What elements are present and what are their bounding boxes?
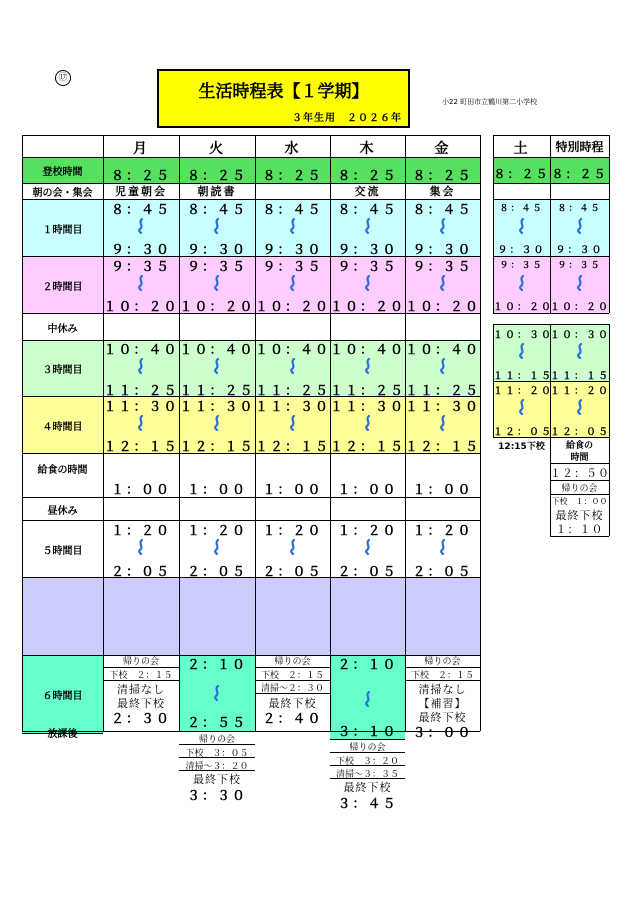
p1-start: ８：４５	[412, 203, 473, 218]
row-p5-bg	[22, 577, 480, 655]
p5-end: ２：０５	[337, 565, 398, 580]
p3-end: １１：２５	[179, 384, 255, 399]
p1-end: ９：３０	[186, 243, 247, 258]
grid-line-v	[255, 135, 256, 731]
p3-start: １０：４０	[103, 343, 179, 358]
lunch-end: １：００	[262, 483, 323, 498]
sat-p2-end: １０：２０	[493, 302, 553, 313]
grid-line-v	[480, 135, 481, 731]
p4-end: １２：１５	[330, 440, 406, 455]
p4-start: １１：３０	[405, 400, 481, 415]
tue-saishu-time: ３：３０	[186, 789, 247, 804]
row-label-arrival: 登校時間	[42, 167, 83, 178]
tue-seisou: 清掃〜３：２０	[185, 762, 249, 772]
tilde-icon	[439, 218, 447, 234]
p1-start: ８：４５	[186, 203, 247, 218]
page-number: ⑰	[55, 70, 71, 86]
mon-saishu-time: ２：３０	[110, 712, 171, 727]
grid-line-h	[255, 693, 330, 694]
p4-end: １２：１５	[405, 440, 481, 455]
grid-line-h	[22, 135, 480, 136]
tilde-icon	[518, 275, 526, 291]
row-label-assembly: 朝の会・集会	[32, 188, 93, 199]
p3-start: １０：４０	[255, 343, 331, 358]
special-lunch-end: １２：５０	[550, 467, 610, 480]
row-label-p2: ２時間目	[42, 281, 83, 293]
wed-gekou: 下校 ２：１５	[260, 671, 324, 681]
grid-line-h	[179, 744, 255, 745]
tilde-icon	[137, 358, 145, 374]
tilde-icon	[289, 539, 297, 555]
p2-end: １０：２０	[103, 300, 179, 315]
thu-saishu: 最終下校	[343, 781, 392, 794]
p2-end: １０：２０	[255, 300, 331, 315]
tilde-icon	[364, 218, 372, 234]
p5-end: ２：０５	[262, 565, 323, 580]
p2-start: ９：３５	[262, 260, 323, 275]
row-label-lunch: 給食の時間	[37, 465, 88, 476]
lunch-end: １：００	[110, 483, 171, 498]
tilde-icon	[289, 275, 297, 291]
arrival-time: ８：２５	[412, 169, 473, 184]
fri-hoshu: 【補習】	[418, 697, 467, 710]
thu-kaeri: 帰りの会	[349, 743, 386, 753]
p5-end: ２：０５	[186, 565, 247, 580]
sat-p4-end: １２：０５	[493, 427, 553, 438]
p3-end: １１：２５	[103, 384, 179, 399]
tilde-icon	[439, 275, 447, 291]
tilde-icon	[137, 275, 145, 291]
sat-p4-start: １１：２０	[493, 386, 553, 397]
grid-line-h	[179, 757, 255, 758]
p2-end: １０：２０	[405, 300, 481, 315]
tue-p6-end: ２：５５	[186, 716, 247, 731]
p5-end: ２：０５	[110, 565, 171, 580]
p3-start: １０：４０	[405, 343, 481, 358]
assembly-fri: 集会	[429, 185, 456, 198]
p5-start: １：２０	[262, 524, 323, 539]
tilde-icon	[364, 358, 372, 374]
tilde-icon	[213, 539, 221, 555]
tilde-icon	[576, 399, 584, 415]
school-name: 小22 町田市立鶴川第二小学校	[442, 98, 538, 106]
p4-end: １２：１５	[179, 440, 255, 455]
row-label-p3: ３時間目	[42, 365, 83, 376]
p2-start: ９：３５	[337, 260, 398, 275]
tilde-icon	[364, 691, 372, 707]
p5-start: １：２０	[186, 524, 247, 539]
tilde-icon	[213, 685, 221, 701]
tilde-icon	[576, 343, 584, 359]
grid-line-v	[609, 437, 610, 536]
tilde-icon	[576, 218, 584, 234]
p4-end: １２：１５	[103, 440, 179, 455]
header-day-fri: 金	[434, 141, 451, 157]
tue-kaeri: 帰りの会	[198, 735, 235, 745]
arrival-time: ８：２５	[337, 169, 398, 184]
special-p2-start: ９：３５	[557, 261, 602, 271]
p3-start: １０：４０	[179, 343, 255, 358]
mon-seisou: 清掃なし	[117, 683, 165, 696]
wed-saishu: 最終下校	[268, 697, 317, 710]
p2-start: ９：３５	[412, 260, 473, 275]
p4-start: １１：３０	[255, 400, 331, 415]
grid-line-v	[609, 135, 610, 313]
special-lunch-label: 給食の	[565, 441, 593, 451]
p2-end: １０：２０	[179, 300, 255, 315]
special-p4-end: １２：０５	[550, 427, 610, 438]
wed-seisou: 清掃〜２：３０	[260, 684, 324, 694]
thu-p6-start: ２：１０	[337, 658, 398, 673]
arrival-time: ８：２５	[262, 169, 323, 184]
special-saishu: 最終下校	[555, 509, 604, 522]
tilde-icon	[213, 358, 221, 374]
grid-line-v	[330, 135, 331, 731]
p3-end: １１：２５	[255, 384, 331, 399]
page-subtitle: ３年生用 ２０２６年	[292, 113, 402, 124]
grid-line-v	[550, 135, 551, 313]
header-day-wed: 水	[284, 141, 301, 157]
thu-gekou: 下校 ３：２０	[335, 757, 399, 767]
assembly-thu: 交流	[354, 185, 381, 198]
row-label-p6: ６時間目	[42, 691, 83, 702]
assembly-tue: 朝読書	[197, 185, 237, 198]
tilde-icon	[439, 539, 447, 555]
row-label-recess: 昼休み	[47, 505, 78, 517]
grid-line-h	[493, 199, 609, 200]
tilde-icon	[289, 218, 297, 234]
p1-start: ８：４５	[337, 203, 398, 218]
tilde-icon	[518, 399, 526, 415]
p1-start: ８：４５	[110, 203, 171, 218]
mon-saishu: 最終下校	[117, 697, 165, 710]
p1-end: ９：３０	[412, 243, 473, 258]
grid-line-h	[493, 324, 609, 325]
special-lunch-label-line2: 時間	[570, 453, 589, 463]
fri-seisou: 清掃なし	[418, 683, 467, 696]
assembly-mon: 児童朝会	[115, 185, 167, 198]
sat-dismissal: 12:15下校	[498, 442, 545, 452]
p2-start: ９：３５	[110, 260, 171, 275]
tilde-icon	[364, 539, 372, 555]
p5-end: ２：０５	[412, 565, 473, 580]
tilde-icon	[439, 358, 447, 374]
title-box	[157, 69, 410, 128]
tue-gekou: 下校 ３：０５	[185, 749, 249, 759]
grid-line-h	[550, 463, 609, 464]
grid-line-v	[405, 135, 406, 731]
sat-p1-start: ８：４５	[499, 204, 544, 214]
special-arrival: ８：２５	[551, 167, 608, 181]
p1-end: ９：３０	[262, 243, 323, 258]
grid-line-v	[103, 135, 104, 731]
p4-start: １１：３０	[103, 400, 179, 415]
header-special: 特別時程	[555, 140, 604, 154]
lunch-end: １：００	[337, 483, 398, 498]
header-day-thu: 木	[359, 141, 376, 157]
header-sat: 土	[513, 141, 530, 157]
tilde-icon	[439, 415, 447, 431]
wed-saishu-time: ２：４０	[262, 712, 323, 727]
fri-saishu: 最終下校	[418, 711, 467, 724]
tilde-icon	[364, 415, 372, 431]
header-day-mon: 月	[133, 141, 149, 157]
tue-p6-start: ２：１０	[186, 658, 247, 673]
p4-end: １２：１５	[255, 440, 331, 455]
tilde-icon	[137, 539, 145, 555]
sat-p3-start: １０：３０	[493, 330, 553, 341]
p3-end: １１：２５	[405, 384, 481, 399]
fri-kaeri: 帰りの会	[424, 657, 461, 667]
tilde-icon	[364, 275, 372, 291]
grid-line-h	[493, 256, 609, 257]
special-p3-end: １１：１５	[550, 371, 610, 382]
special-p4-start: １１：２０	[550, 386, 610, 397]
thu-seisou: 清掃〜３：３５	[335, 770, 399, 780]
special-gekou: 下校 １：００	[551, 497, 608, 506]
p4-start: １１：３０	[330, 400, 406, 415]
fri-gekou: 下校 ２：１５	[410, 671, 474, 681]
p2-start: ９：３５	[186, 260, 247, 275]
p1-end: ９：３０	[110, 243, 171, 258]
grid-line-h	[330, 752, 405, 753]
sat-arrival: ８：２５	[493, 167, 550, 181]
grid-line-h	[550, 494, 609, 495]
tilde-icon	[518, 218, 526, 234]
tilde-icon	[213, 415, 221, 431]
grid-line-v	[493, 135, 494, 313]
special-p1-end: ９：３０	[555, 245, 604, 256]
lunch-end: １：００	[412, 483, 473, 498]
p3-end: １１：２５	[330, 384, 406, 399]
p3-start: １０：４０	[330, 343, 406, 358]
row-label-p4: ４時間目	[42, 421, 83, 433]
tilde-icon	[289, 415, 297, 431]
special-p2-end: １０：２０	[550, 302, 610, 313]
grid-line-h	[22, 733, 103, 734]
p1-end: ９：３０	[337, 243, 398, 258]
mon-gekou: 下校 ２：１５	[109, 671, 173, 681]
thu-p6-end: ３：１０	[337, 725, 398, 740]
arrival-time: ８：２５	[186, 169, 247, 184]
sat-p1-end: ９：３０	[497, 245, 546, 256]
page-title: 生活時程表【１学期】	[198, 82, 369, 102]
grid-line-h	[330, 765, 405, 766]
row-label-break: 中休み	[47, 323, 78, 335]
mon-kaeri: 帰りの会	[122, 657, 159, 667]
header-day-tue: 火	[209, 141, 225, 157]
tue-saishu: 最終下校	[193, 773, 241, 786]
fri-saishu-time: ３：００	[412, 726, 473, 741]
row-label-p5: ５時間目	[42, 545, 83, 557]
p5-start: １：２０	[110, 524, 171, 539]
grid-line-h	[493, 313, 609, 314]
special-saishu-time: １：１０	[555, 523, 604, 536]
wed-kaeri: 帰りの会	[274, 657, 311, 667]
grid-line-v	[179, 135, 180, 731]
special-p1-start: ８：４５	[557, 204, 602, 214]
lunch-end: １：００	[186, 483, 247, 498]
sat-p2-start: ９：３５	[499, 261, 544, 271]
row-label-after: 放課後	[47, 729, 78, 740]
p2-end: １０：２０	[330, 300, 406, 315]
thu-saishu-time: ３：４５	[337, 797, 398, 812]
tilde-icon	[213, 275, 221, 291]
p5-start: １：２０	[412, 524, 473, 539]
special-kaeri: 帰りの会	[561, 484, 598, 494]
tilde-icon	[289, 358, 297, 374]
arrival-time: ８：２５	[110, 169, 171, 184]
tilde-icon	[518, 343, 526, 359]
special-p3-start: １０：３０	[550, 330, 610, 341]
grid-line-h	[493, 135, 609, 136]
sat-p3-end: １１：１５	[493, 371, 553, 382]
row-label-p1: １時間目	[42, 224, 83, 236]
grid-line-h	[493, 183, 609, 184]
tilde-icon	[213, 218, 221, 234]
tilde-icon	[576, 275, 584, 291]
p4-start: １１：３０	[179, 400, 255, 415]
p1-start: ８：４５	[262, 203, 323, 218]
tilde-icon	[137, 218, 145, 234]
tilde-icon	[137, 415, 145, 431]
p5-start: １：２０	[337, 524, 398, 539]
